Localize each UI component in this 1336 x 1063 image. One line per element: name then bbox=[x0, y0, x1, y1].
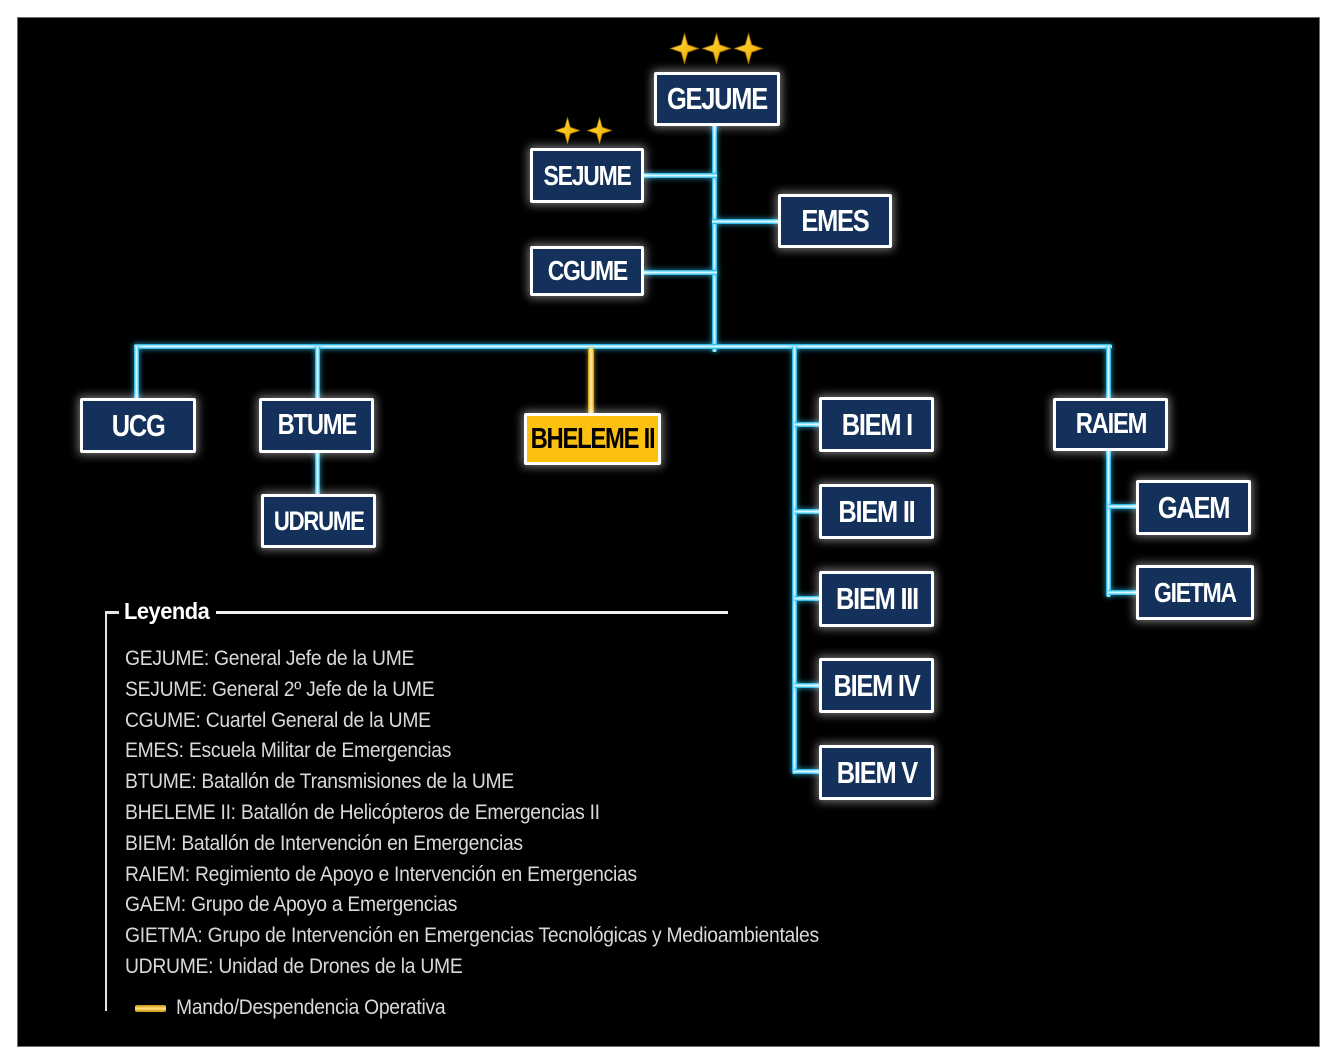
org-node-cgume bbox=[530, 246, 644, 296]
chart-canvas bbox=[17, 17, 1320, 1047]
org-node-biem-iii bbox=[819, 571, 934, 627]
sejume-rank-stars bbox=[555, 117, 612, 144]
org-node-label: GEJUME bbox=[667, 81, 767, 116]
legend-entry: EMES: Escuela Militar de Emergencias bbox=[125, 739, 452, 763]
connector-raiem bbox=[1106, 346, 1111, 401]
legend-entry: GIETMA: Grupo de Intervención en Emergencias Tecnológicas y Medioambientales bbox=[125, 924, 819, 948]
org-node-sejume bbox=[530, 148, 644, 203]
connector-sejume bbox=[643, 173, 717, 178]
org-node-label: BIEM II bbox=[838, 493, 915, 529]
connector-biem1 bbox=[794, 422, 821, 427]
connector-biem2 bbox=[794, 509, 821, 514]
org-node-label: BTUME bbox=[277, 409, 356, 441]
org-node-udrume bbox=[261, 494, 376, 548]
org-node-label: GAEM bbox=[1157, 489, 1230, 525]
org-node-label: BIEM III bbox=[835, 581, 918, 616]
org-node-label: BIEM IV bbox=[833, 667, 920, 703]
connector-biem3 bbox=[794, 596, 821, 601]
org-node-label: CGUME bbox=[547, 255, 627, 286]
org-node-label: RAIEM bbox=[1075, 408, 1146, 440]
legend-entry: UDRUME: Unidad de Drones de la UME bbox=[125, 954, 463, 978]
gejume-rank-stars bbox=[670, 33, 763, 64]
org-node-gejume bbox=[654, 72, 780, 126]
connector-bheleme-gold bbox=[588, 348, 594, 414]
org-node-label: SEJUME bbox=[543, 159, 631, 191]
legend-entry: GEJUME: General Jefe de la UME bbox=[125, 647, 415, 670]
org-node-gaem bbox=[1136, 480, 1251, 535]
connector-gietma bbox=[1108, 590, 1138, 595]
connector-ucg bbox=[134, 346, 139, 401]
connector-main-trunk bbox=[134, 344, 1112, 349]
gold-line-swatch-icon bbox=[135, 1005, 166, 1012]
legend-entry: CGUME: Cuartel General de la UME bbox=[125, 708, 431, 732]
org-node-label: UDRUME bbox=[273, 505, 364, 536]
org-node-biem-ii bbox=[819, 484, 934, 539]
org-node-biem-i bbox=[819, 397, 934, 452]
legend-entry: RAIEM: Regimiento de Apoyo e Intervención en Emergencias bbox=[125, 862, 637, 886]
connector-raiem-spine bbox=[1106, 449, 1111, 597]
org-node-gietma bbox=[1136, 565, 1254, 620]
legend-entry: GAEM: Grupo de Apoyo a Emergencias bbox=[125, 893, 458, 917]
connector-btume-udrume bbox=[315, 451, 320, 497]
org-node-btume bbox=[259, 398, 374, 453]
org-node-label: GIETMA bbox=[1154, 576, 1236, 608]
org-node-label: UCG bbox=[111, 407, 165, 443]
legend-operational-dependency bbox=[135, 997, 469, 1019]
legend-entry: BIEM: Batallón de Intervención en Emergencias bbox=[125, 831, 523, 855]
org-node-ucg bbox=[80, 398, 196, 453]
connector-gaem bbox=[1108, 504, 1138, 509]
legend-entry: Mando/Despendencia Operativa bbox=[176, 996, 446, 1019]
org-node-label: BIEM I bbox=[841, 406, 912, 442]
org-node-label: BHELEME II bbox=[530, 422, 655, 455]
connector-btume bbox=[315, 346, 320, 401]
rank-star-icon bbox=[587, 117, 612, 144]
org-node-raiem bbox=[1053, 398, 1168, 451]
connector-cgume bbox=[643, 270, 717, 275]
legend-bracket-line bbox=[105, 611, 107, 1011]
org-node-bheleme-ii bbox=[524, 413, 661, 465]
legend-bracket-dash bbox=[105, 611, 119, 614]
legend-entry: SEJUME: General 2º Jefe de la UME bbox=[125, 677, 435, 701]
org-node-label: EMES bbox=[801, 203, 869, 238]
org-node-label: BIEM V bbox=[836, 754, 917, 790]
legend-list bbox=[125, 644, 879, 983]
legend-title-rule bbox=[216, 611, 728, 614]
rank-star-icon bbox=[670, 33, 699, 64]
legend-entry: BHELEME II: Batallón de Helicópteros de Emergencias II bbox=[125, 800, 600, 824]
connector-gejume-trunk bbox=[712, 124, 717, 352]
rank-star-icon bbox=[555, 117, 580, 144]
legend-entry: BTUME: Batallón de Transmisiones de la UME bbox=[125, 770, 514, 794]
rank-star-icon bbox=[702, 33, 731, 64]
legend-title: Leyenda bbox=[124, 598, 210, 624]
org-node-emes bbox=[778, 194, 892, 248]
rank-star-icon bbox=[734, 33, 763, 64]
connector-emes bbox=[712, 219, 780, 224]
